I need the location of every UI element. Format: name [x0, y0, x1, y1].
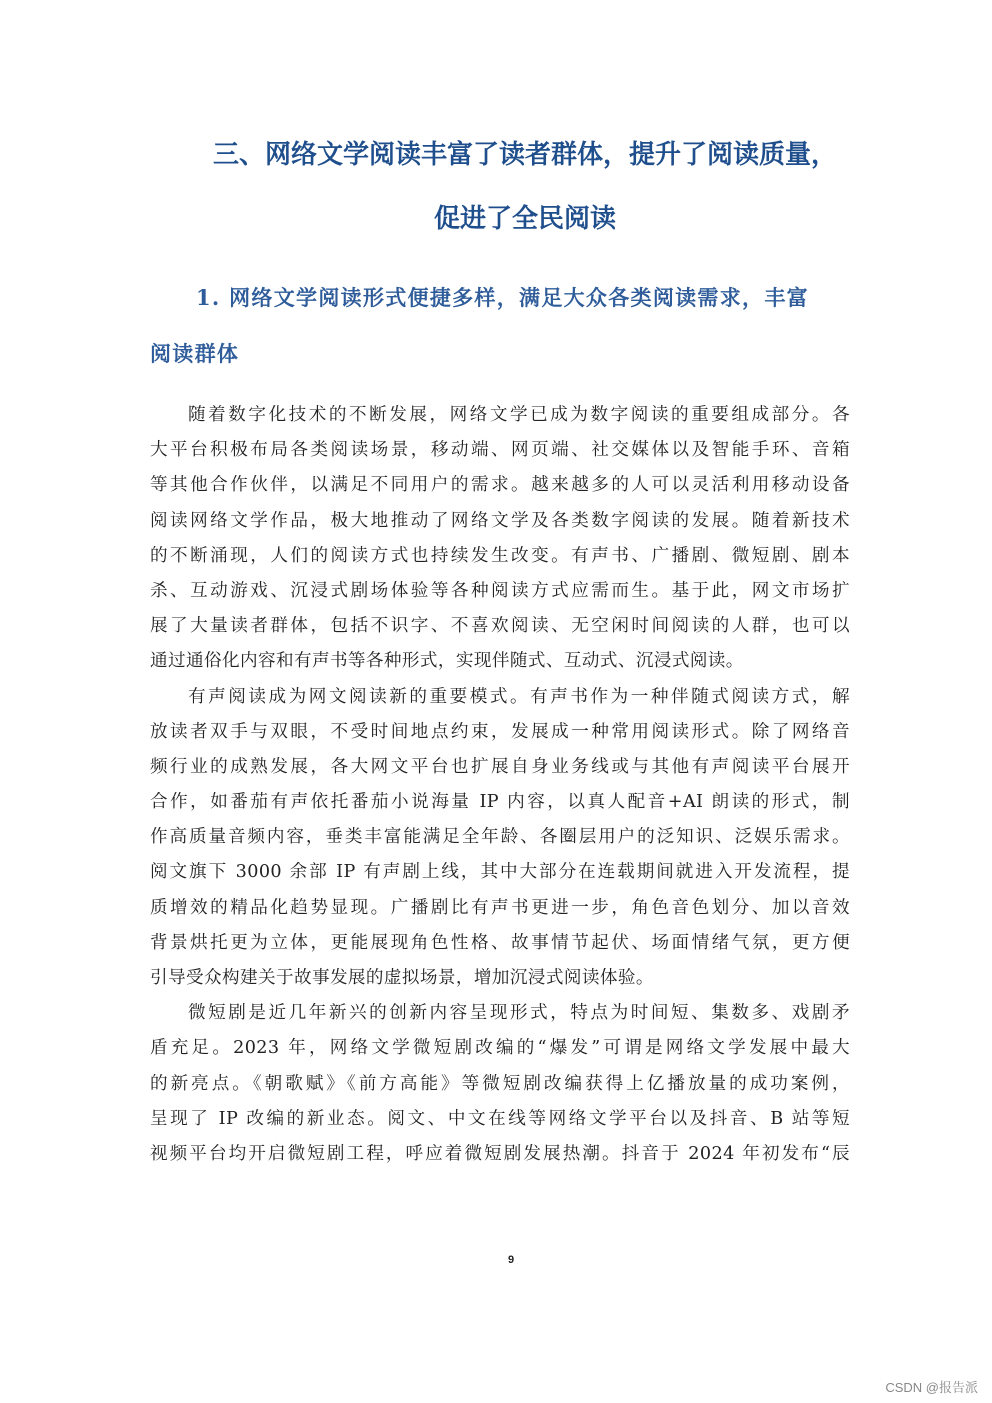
paragraph-line: 阅读网络文学作品，极大地推动了网络文学及各类数字阅读的发展。随着新技术 — [150, 510, 850, 531]
paragraph-line: 背景烘托更为立体，更能展现角色性格、故事情节起伏、场面情绪气氛，更方便 — [150, 932, 850, 953]
subsection-heading-line-1: 1. 网络文学阅读形式便捷多样，满足大众各类阅读需求，丰富 — [196, 285, 809, 310]
paragraph-line: 质增效的精品化趋势显现。广播剧比有声书更进一步，角色音色划分、加以音效 — [150, 897, 850, 918]
paragraph-line: 通过通俗化内容和有声书等各种形式，实现伴随式、互动式、沉浸式阅读。 — [150, 651, 744, 672]
paragraph-line: 频行业的成熟发展，各大网文平台也扩展自身业务线或与其他有声阅读平台展开 — [150, 756, 850, 777]
paragraph-line: 的不断涌现，人们的阅读方式也持续发生改变。有声书、广播剧、微短剧、剧本 — [150, 545, 850, 566]
paragraph-line: 呈现了 IP 改编的新业态。阅文、中文在线等网络文学平台以及抖音、B 站等短 — [150, 1108, 850, 1129]
page-number: 9 — [507, 1254, 515, 1266]
watermark: CSDN @报告派 — [885, 1380, 978, 1395]
paragraph — [150, 680, 850, 997]
paragraph-line: 随着数字化技术的不断发展，网络文学已成为数字阅读的重要组成部分。各 — [188, 405, 850, 425]
paragraph-line: 视频平台均开启微短剧工程，呼应着微短剧发展热潮。抖音于 2024 年初发布“辰 — [150, 1143, 850, 1164]
paragraph-line: 合作，如番茄有声依托番茄小说海量 IP 内容，以真人配音+AI 朗读的形式，制 — [150, 792, 850, 813]
section-heading-line-1: 三、网络文学阅读丰富了读者群体，提升了阅读质量， — [212, 140, 837, 170]
paragraph-line: 放读者双手与双眼，不受时间地点约束，发展成一种常用阅读形式。除了网络音 — [150, 721, 850, 742]
subsection-heading — [150, 270, 850, 382]
paragraph-line: 的新亮点。《朝歌赋》《前方高能》等微短剧改编获得上亿播放量的成功案例， — [150, 1073, 850, 1094]
paragraph-line: 引导受众构建关于故事发展的虚拟场景，增加沉浸式阅读体验。 — [150, 968, 654, 988]
section-heading-line-2: 促进了全民阅读 — [433, 204, 616, 234]
paragraph-line: 展了大量读者群体，包括不识字、不喜欢阅读、无空闲时间阅读的人群，也可以 — [150, 616, 850, 637]
paragraph — [150, 398, 850, 680]
paragraph-line: 等其他合作伙伴，以满足不同用户的需求。越来越多的人可以灵活利用移动设备 — [150, 475, 850, 496]
paragraph-line: 作高质量音频内容，垂类丰富能满足全年龄、各圈层用户的泛知识、泛娱乐需求。 — [150, 827, 850, 848]
paragraph-line: 杀、互动游戏、沉浸式剧场体验等各种阅读方式应需而生。基于此，网文市场扩 — [150, 580, 850, 601]
body-text — [150, 398, 850, 1172]
paragraph-line: 微短剧是近几年新兴的创新内容呈现形式，特点为时间短、集数多、戏剧矛 — [188, 1003, 850, 1024]
subsection-heading-line-2: 阅读群体 — [150, 341, 240, 366]
paragraph — [150, 996, 850, 1172]
paragraph-line: 阅文旗下 3000 余部 IP 有声剧上线，其中大部分在连载期间就进入开发流程，提 — [150, 862, 850, 883]
paragraph-line: 有声阅读成为网文阅读新的重要模式。有声书作为一种伴随式阅读方式，解 — [188, 686, 850, 707]
paragraph-line: 大平台积极布局各类阅读场景，移动端、网页端、社交媒体以及智能手环、音箱 — [150, 440, 850, 461]
paragraph-line: 盾充足。2023 年，网络文学微短剧改编的“爆发”可谓是网络文学发展中最大 — [150, 1038, 850, 1059]
